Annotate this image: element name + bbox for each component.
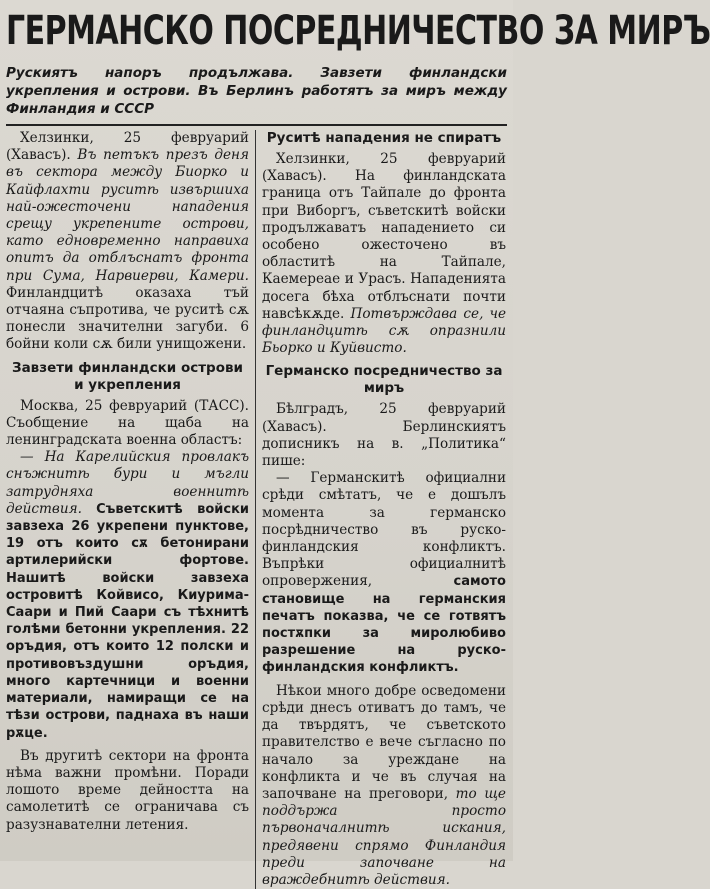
section-heading: Руситѣ нападения не спиратъ (266, 130, 502, 146)
left-column (6, 130, 256, 889)
left-paragraph-4: Въ другитѣ сектори на фронта нѣма важни промѣни. Поради лошото време дейността на самолетитѣ се ограничава съ разузнавателни летения. (6, 747, 249, 833)
right-column (256, 130, 506, 889)
article-columns (6, 130, 507, 889)
bold-text: самото становище на германския печатъ показва, че се готвятъ постѫпки за миролюбиво разрешение на руско-финландския конфликтъ. (262, 574, 506, 676)
left-paragraph-2 (6, 398, 249, 450)
right-paragraph-3 (262, 470, 506, 676)
italic-text: Потвърждава се, че финландцитѣ сѫ опразнили Бьорко и Куйвисто. (262, 305, 506, 357)
body-text: Финландцитѣ оказаха тъй отчаяна съпротива, че руситѣ сѫ понесли значителни загуби. 6 бойни коли сѫ били унищожени. (6, 284, 249, 353)
dateline: Бѣлградъ, 25 февруарий (Хавасъ). (262, 401, 506, 435)
bold-text: Съветскитѣ войски завзеха 26 укрепени пунктове, 19 отъ които сѫ бетонирани артилерийски фортове. Нашитѣ войски завзеха островитѣ Койвисо, Киурима-Саари и Пий Саари съ тѣхнитѣ голѣми бетонни укрепления. 22 оръдия, отъ които 12 полски и противовъздушни оръдия, много картечници и военни материали, намиращи се на тѣзи острови, паднаха въ наши рѫце. (6, 501, 249, 741)
italic-text: Въ петъкъ презъ деня въ сектора между Биорко и Кайфлахти руситѣ извършиха най-ожесточени нападения срещу укрепените острови, като едновременно направиха опитъ да отблъснатъ фронта при Сума, Нарвиерви, Камери. (6, 147, 249, 284)
left-paragraph-1 (6, 130, 249, 354)
body-text: — Германскитѣ официални срѣди смѣтатъ, че е дошълъ момента за германско посрѣдничество въ руско-финландския конфликтъ. Въпрѣки официалнитѣ опровержения, (262, 470, 506, 590)
subheadline: Рускиятъ напоръ продължава. Завзети финландски укрепления и острови. Въ Берлинъ работятъ за миръ между Финландия и СССР (6, 65, 507, 117)
italic-text: — На Карелийския провлакъ снъжнитѣ бури и мъгли затрудняха военнитѣ действия. (6, 449, 249, 517)
right-paragraph-1 (262, 151, 506, 357)
left-paragraph-3 (6, 449, 249, 741)
headline: ГЕРМАНСКО ПОСРЕДНИЧЕСТВО ЗА МИРЪ (6, 7, 710, 55)
body-text: На финландската граница отъ Тайпале до фронта при Виборгъ, съветскитѣ войски продължаватъ нападението си особено ожесточено въ областитѣ на Тайпале, Каемереае и Урасъ. Нападенията досега бѣха отблъснати почти навсѣкѫде. (262, 168, 506, 322)
body-text: Нѣкои много добре осведомени срѣди днесъ отиватъ до тамъ, че да твърдятъ, че съветското правителство е вече съгласно по начало за уреждане на конфликта и че въ случая на започване на преговори, (262, 682, 506, 802)
dateline: Москва, 25 февруарий (ТАСС). (20, 397, 249, 414)
divider (6, 124, 507, 126)
section-heading: Германско посредничество за миръ (265, 363, 503, 397)
italic-text: то ще поддържа просто първоначалнитѣ искания, предявени спрямо Финландия преди започване на враждебнитѣ действия. (262, 785, 506, 888)
body-text: Берлинскиятъ дописникъ на в. „Политика“ пише: (262, 418, 506, 470)
dateline: Хелзинки, 25 февруарий (Хавасъ). (6, 130, 249, 164)
section-heading: Завзети финландски острови и укрепления (11, 359, 243, 393)
right-paragraph-2 (262, 401, 506, 470)
right-paragraph-4 (262, 683, 506, 889)
dateline: Хелзинки, 25 февруарий (Хавасъ). (262, 151, 506, 185)
body-text: Съобщение на щаба на ленинградската военна областъ: (6, 414, 249, 449)
